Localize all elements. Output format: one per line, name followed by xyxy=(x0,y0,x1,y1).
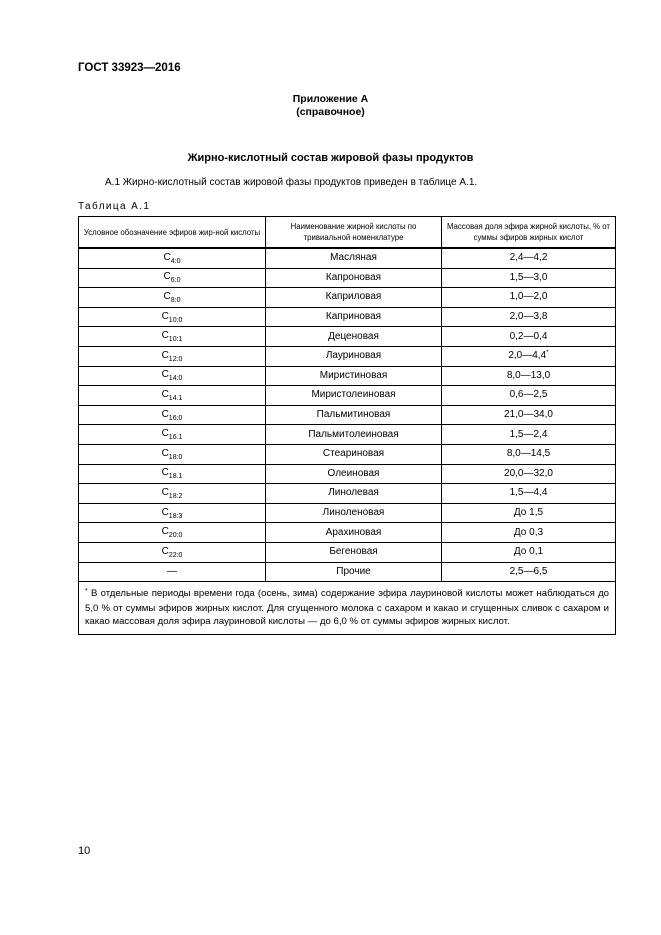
symbol-subscript: 22:0 xyxy=(168,551,183,559)
table-row xyxy=(79,346,616,366)
symbol-subscript: 4:0 xyxy=(170,257,181,265)
symbol-letter: C xyxy=(161,428,169,440)
symbol-subscript: 16:0 xyxy=(168,414,183,422)
table-footnote xyxy=(79,582,616,635)
table-row xyxy=(79,464,616,484)
table-row xyxy=(79,484,616,504)
appendix-title: Приложение А xyxy=(292,93,369,105)
value-text: 0,2—0,4 xyxy=(509,330,548,342)
table-row xyxy=(79,405,616,425)
symbol-letter: C xyxy=(161,545,169,557)
cell-value xyxy=(442,307,616,327)
cell-symbol xyxy=(79,562,266,582)
table-row xyxy=(79,307,616,327)
symbol-letter: C xyxy=(161,330,169,342)
cell-symbol xyxy=(79,425,266,445)
cell-name: Пальмитолеиновая xyxy=(266,425,442,445)
cell-symbol xyxy=(79,542,266,562)
symbol-letter: C xyxy=(163,290,171,302)
value-text: 8,0—13,0 xyxy=(506,369,551,381)
cell-name: Капроновая xyxy=(266,268,442,288)
symbol-subscript: 8:0 xyxy=(170,296,181,304)
value-text: 1,5—3,0 xyxy=(509,271,548,283)
symbol-subscript: 10:1 xyxy=(168,336,183,344)
cell-symbol xyxy=(79,248,266,268)
cell-value xyxy=(442,503,616,523)
value-text: 1,5—2,4 xyxy=(509,428,548,440)
cell-name: Стеариновая xyxy=(266,444,442,464)
cell-symbol xyxy=(79,405,266,425)
value-text: 0,6—2,5 xyxy=(509,389,548,401)
cell-symbol xyxy=(79,268,266,288)
table-row xyxy=(79,523,616,543)
header-name: Наименование жирной кислоты по тривиальной номенклатуре xyxy=(266,217,442,249)
symbol-letter: C xyxy=(161,408,169,420)
cell-symbol xyxy=(79,327,266,347)
symbol-letter: C xyxy=(161,310,169,322)
cell-name: Масляная xyxy=(266,248,442,268)
symbol-letter: — xyxy=(167,565,177,577)
value-text: 2,4—4,2 xyxy=(509,252,548,264)
cell-name: Линоленовая xyxy=(266,503,442,523)
cell-value xyxy=(442,248,616,268)
cell-symbol xyxy=(79,386,266,406)
symbol-subscript: 18:3 xyxy=(168,512,183,520)
table-footnote-row xyxy=(79,582,616,635)
cell-symbol xyxy=(79,523,266,543)
cell-name: Линолевая xyxy=(266,484,442,504)
cell-name: Лауриновая xyxy=(266,346,442,366)
symbol-letter: C xyxy=(161,447,169,459)
cell-symbol xyxy=(79,288,266,308)
table-row xyxy=(79,386,616,406)
cell-value xyxy=(442,562,616,582)
symbol-subscript: 16.1 xyxy=(168,434,183,442)
value-text: До 0,1 xyxy=(513,546,544,558)
symbol-letter: C xyxy=(161,349,169,361)
footnote-text: В отдельные периоды времени года (осень, зима) содержание эфира лауриновой кислоты может наблюдаться до 5,0 % от суммы эфиров жирных кислот. Для сгущенного молока с сахаром и какао и сгущенных сливок с сахаром и какао массовая доля эфира лауриновой кислоты — до 6,0 % от суммы эфиров жирных кислот. xyxy=(85,588,609,628)
footnote-mark: * xyxy=(85,588,88,596)
symbol-subscript: 18:0 xyxy=(168,453,183,461)
value-text: 2,5—6,5 xyxy=(509,565,548,577)
cell-symbol xyxy=(79,444,266,464)
symbol-letter: C xyxy=(161,506,169,518)
cell-value xyxy=(442,464,616,484)
cell-name: Арахиновая xyxy=(266,523,442,543)
symbol-subscript: 18:2 xyxy=(168,492,183,500)
symbol-letter: C xyxy=(161,369,169,381)
table-row xyxy=(79,444,616,464)
cell-value xyxy=(442,288,616,308)
cell-symbol xyxy=(79,307,266,327)
symbol-subscript: 14.1 xyxy=(168,394,183,402)
cell-name: Олеиновая xyxy=(266,464,442,484)
cell-value xyxy=(442,405,616,425)
table-row xyxy=(79,248,616,268)
table-caption: Таблица А.1 xyxy=(78,201,151,212)
cell-value xyxy=(442,268,616,288)
table-row xyxy=(79,562,616,582)
cell-name: Каприновая xyxy=(266,307,442,327)
section-title: Жирно-кислотный состав жировой фазы продуктов xyxy=(187,152,474,164)
value-text: 21,0—34,0 xyxy=(504,409,553,421)
table-row xyxy=(79,366,616,386)
table-row xyxy=(79,327,616,347)
value-text: До 1,5 xyxy=(513,507,544,519)
symbol-letter: C xyxy=(161,388,169,400)
page-number: 10 xyxy=(78,845,91,857)
cell-value xyxy=(442,484,616,504)
footnote-reference: * xyxy=(546,348,549,356)
intro-paragraph: А.1 Жирно-кислотный состав жировой фазы продуктов приведен в таблице А.1. xyxy=(105,177,478,188)
cell-name: Пальмитиновая xyxy=(266,405,442,425)
value-text: 1,5—4,4 xyxy=(509,487,548,499)
cell-name: Каприловая xyxy=(266,288,442,308)
cell-name: Миристиновая xyxy=(266,366,442,386)
symbol-letter: C xyxy=(161,486,169,498)
table-row xyxy=(79,288,616,308)
header-mass-fraction: Массовая доля эфира жирной кислоты, % от суммы эфиров жирных кислот xyxy=(442,217,616,249)
cell-value xyxy=(442,523,616,543)
cell-name: Миристолеиновая xyxy=(266,386,442,406)
table-row xyxy=(79,425,616,445)
cell-symbol xyxy=(79,346,266,366)
symbol-letter: C xyxy=(161,467,169,479)
cell-value xyxy=(442,386,616,406)
appendix-note: (справочное) xyxy=(296,106,365,118)
standard-code: ГОСТ 33923—2016 xyxy=(78,62,181,74)
symbol-subscript: 12:0 xyxy=(168,355,183,363)
value-text: 20,0—32,0 xyxy=(504,467,553,479)
cell-symbol xyxy=(79,464,266,484)
symbol-letter: C xyxy=(163,271,171,283)
cell-value xyxy=(442,366,616,386)
cell-value xyxy=(442,346,616,366)
table-header-row xyxy=(79,217,616,249)
symbol-subscript: 10:0 xyxy=(168,316,183,324)
symbol-subscript: 20:0 xyxy=(168,532,183,540)
cell-value xyxy=(442,542,616,562)
value-text: 8,0—14,5 xyxy=(506,448,551,460)
value-text: 2,0—4,4 xyxy=(508,349,547,361)
symbol-subscript: 18.1 xyxy=(168,473,183,481)
cell-symbol xyxy=(79,484,266,504)
header-symbol: Условное обозначение эфиров жир-ной кислоты xyxy=(79,217,266,249)
fatty-acid-table xyxy=(78,216,616,635)
symbol-letter: C xyxy=(163,251,171,263)
value-text: 2,0—3,8 xyxy=(509,311,548,323)
table-row xyxy=(79,503,616,523)
table-row xyxy=(79,268,616,288)
value-text: 1,0—2,0 xyxy=(509,291,548,303)
cell-value xyxy=(442,327,616,347)
cell-value xyxy=(442,425,616,445)
cell-symbol xyxy=(79,366,266,386)
appendix-heading xyxy=(0,93,661,119)
symbol-letter: C xyxy=(161,526,169,538)
symbol-subscript: 6:0 xyxy=(170,277,181,285)
cell-value xyxy=(442,444,616,464)
value-text: До 0,3 xyxy=(513,526,544,538)
symbol-subscript: 14:0 xyxy=(168,375,183,383)
cell-name: Прочие xyxy=(266,562,442,582)
cell-name: Бегеновая xyxy=(266,542,442,562)
cell-symbol xyxy=(79,503,266,523)
table-row xyxy=(79,542,616,562)
cell-name: Деценовая xyxy=(266,327,442,347)
